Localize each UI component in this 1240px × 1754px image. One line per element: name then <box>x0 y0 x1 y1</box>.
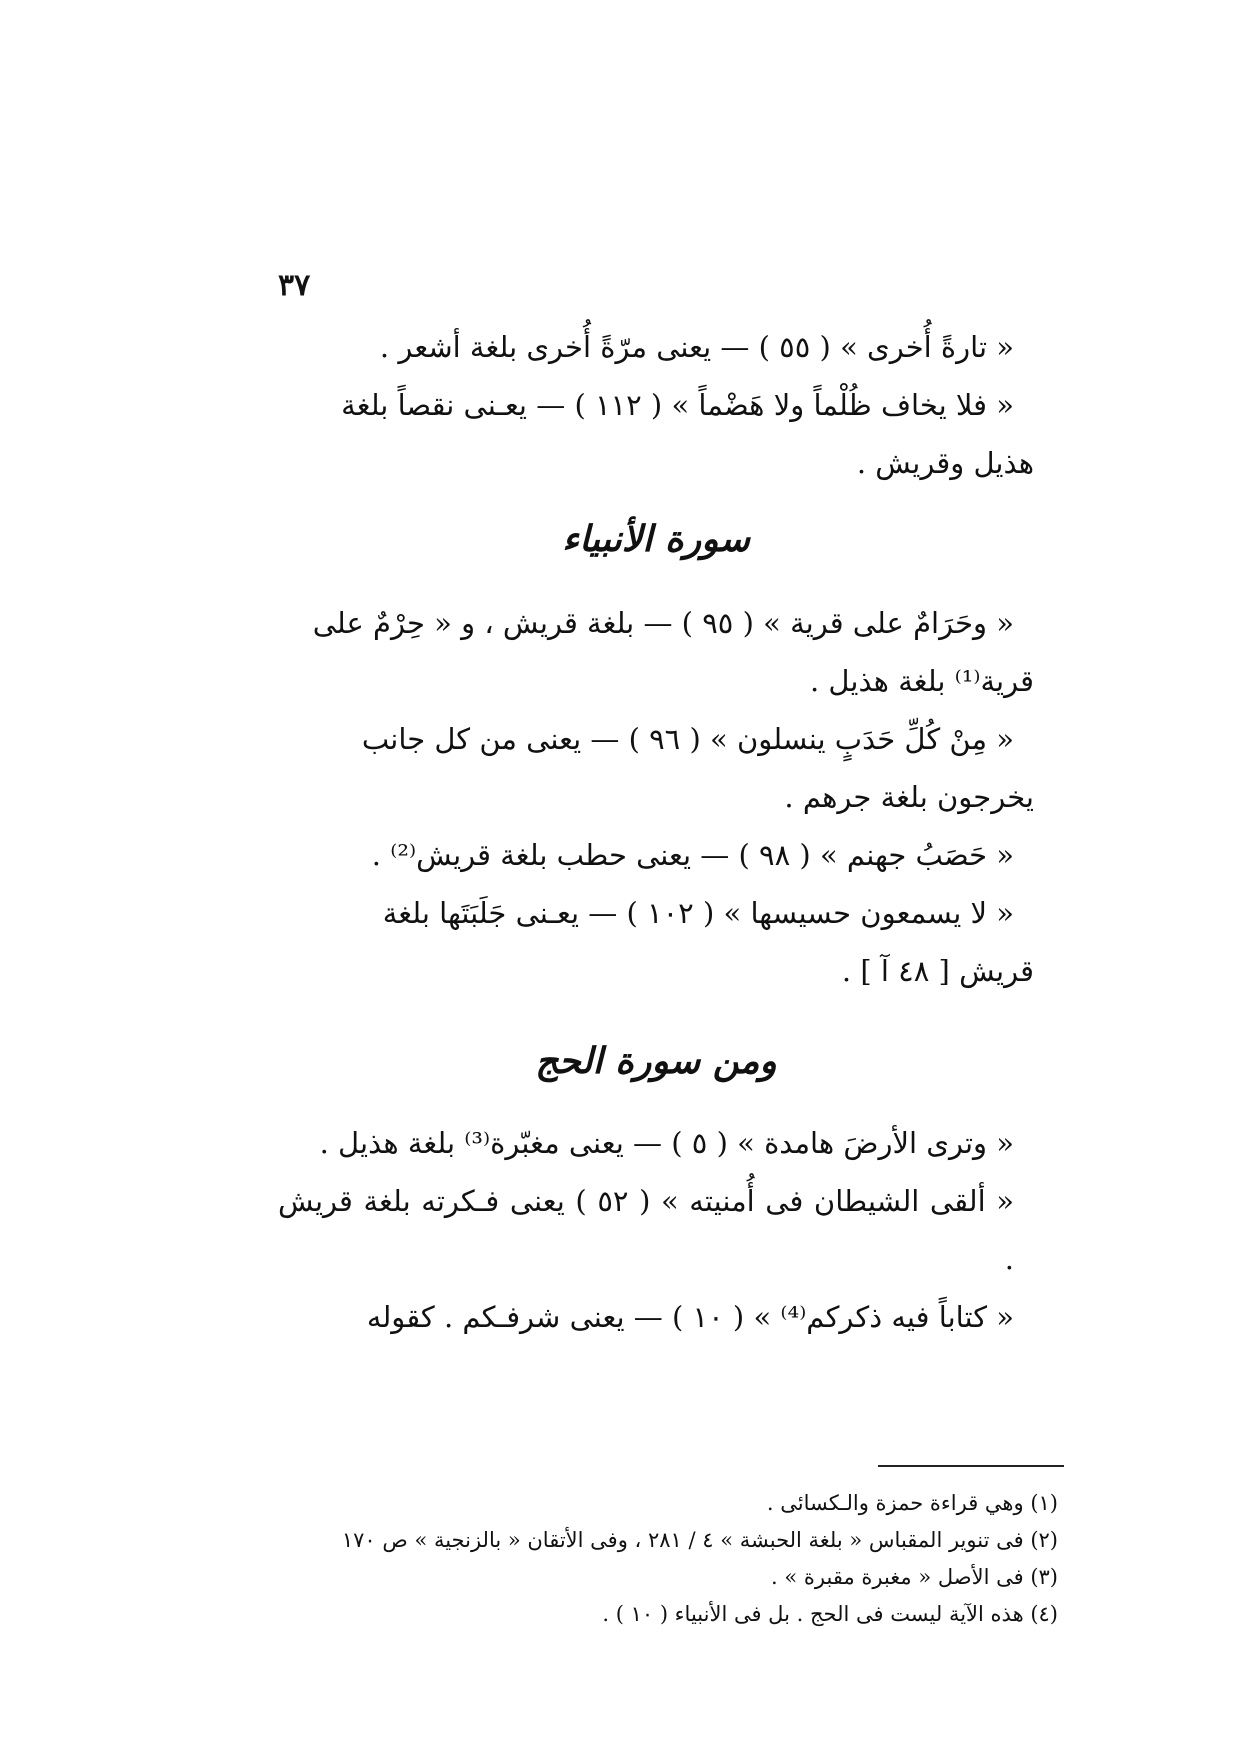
text-block-hajj <box>278 1114 1034 1346</box>
footnote-separator <box>878 1465 1064 1467</box>
footnote: (١) وهي قراءة حمزة والـكسائى . <box>766 1491 1058 1515</box>
text-line: « فلا يخاف ظُلْماً ولا هَضْماً » ( ١١٢ ) — يعـنى نقصاً بلغة <box>341 388 1014 422</box>
text-line: « وحَرَامٌ على قرية » ( ٩٥ ) — بلغة قريش ، و « حِرْمٌ على <box>312 606 1014 640</box>
section-heading-hajj: ومن سورة الحج <box>535 1040 777 1082</box>
page-number: ٣٧ <box>278 268 311 303</box>
section-heading-anbiya: سورة الأنبياء <box>562 518 750 560</box>
text-line: قريش [ ٤٨ آ ] . <box>841 954 1034 988</box>
text-block-anbiya <box>278 594 1034 1000</box>
text-line: « حَصَبُ جهنم » ( ٩٨ ) — يعنى حطب بلغة قريش⁽²⁾ . <box>371 838 1014 872</box>
text-line: « لا يسمعون حسيسها » ( ١٠٢ ) — يعـنى جَلَبَتَها بلغة <box>382 896 1014 930</box>
text-line: هذيل وقريش . <box>856 446 1034 480</box>
footnote: (٢) فى تنوير المقباس « بلغة الحبشة » ٤ / ٢٨١ ، وفى الأتقان « بالزنجية » ص ١٧٠ <box>341 1528 1058 1552</box>
text-line: يخرجون بلغة جرهم . <box>784 780 1034 814</box>
text-line: قرية⁽¹⁾ بلغة هذيل . <box>809 664 1034 698</box>
text-line: « مِنْ كُلِّ حَدَبٍ ينسلون » ( ٩٦ ) — يعنى من كل جانب <box>361 722 1014 756</box>
text-line: « وترى الأرضَ هامدة » ( ٥ ) — يعنى مغبّرة⁽³⁾ بلغة هذيل . <box>319 1126 1014 1160</box>
text-block-taha <box>278 318 1034 492</box>
text-line: « ألقى الشيطان فى أُمنيته » ( ٥٢ ) يعنى فـكرته بلغة قريش . <box>278 1184 1014 1276</box>
footnote: (٤) هذه الآية ليست فى الحج . بل فى الأنبياء ( ١٠ ) . <box>602 1602 1058 1626</box>
text-line: « كتاباً فيه ذكركم⁽⁴⁾ » ( ١٠ ) — يعنى شرفـكم . كقوله <box>366 1300 1014 1334</box>
text-line: « تارةً أُخرى » ( ٥٥ ) — يعنى مرّةً أُخرى بلغة أشعر . <box>379 330 1014 364</box>
footnotes <box>278 1485 1058 1633</box>
footnote: (٣) فى الأصل « مغبرة مقبرة » . <box>771 1565 1058 1589</box>
